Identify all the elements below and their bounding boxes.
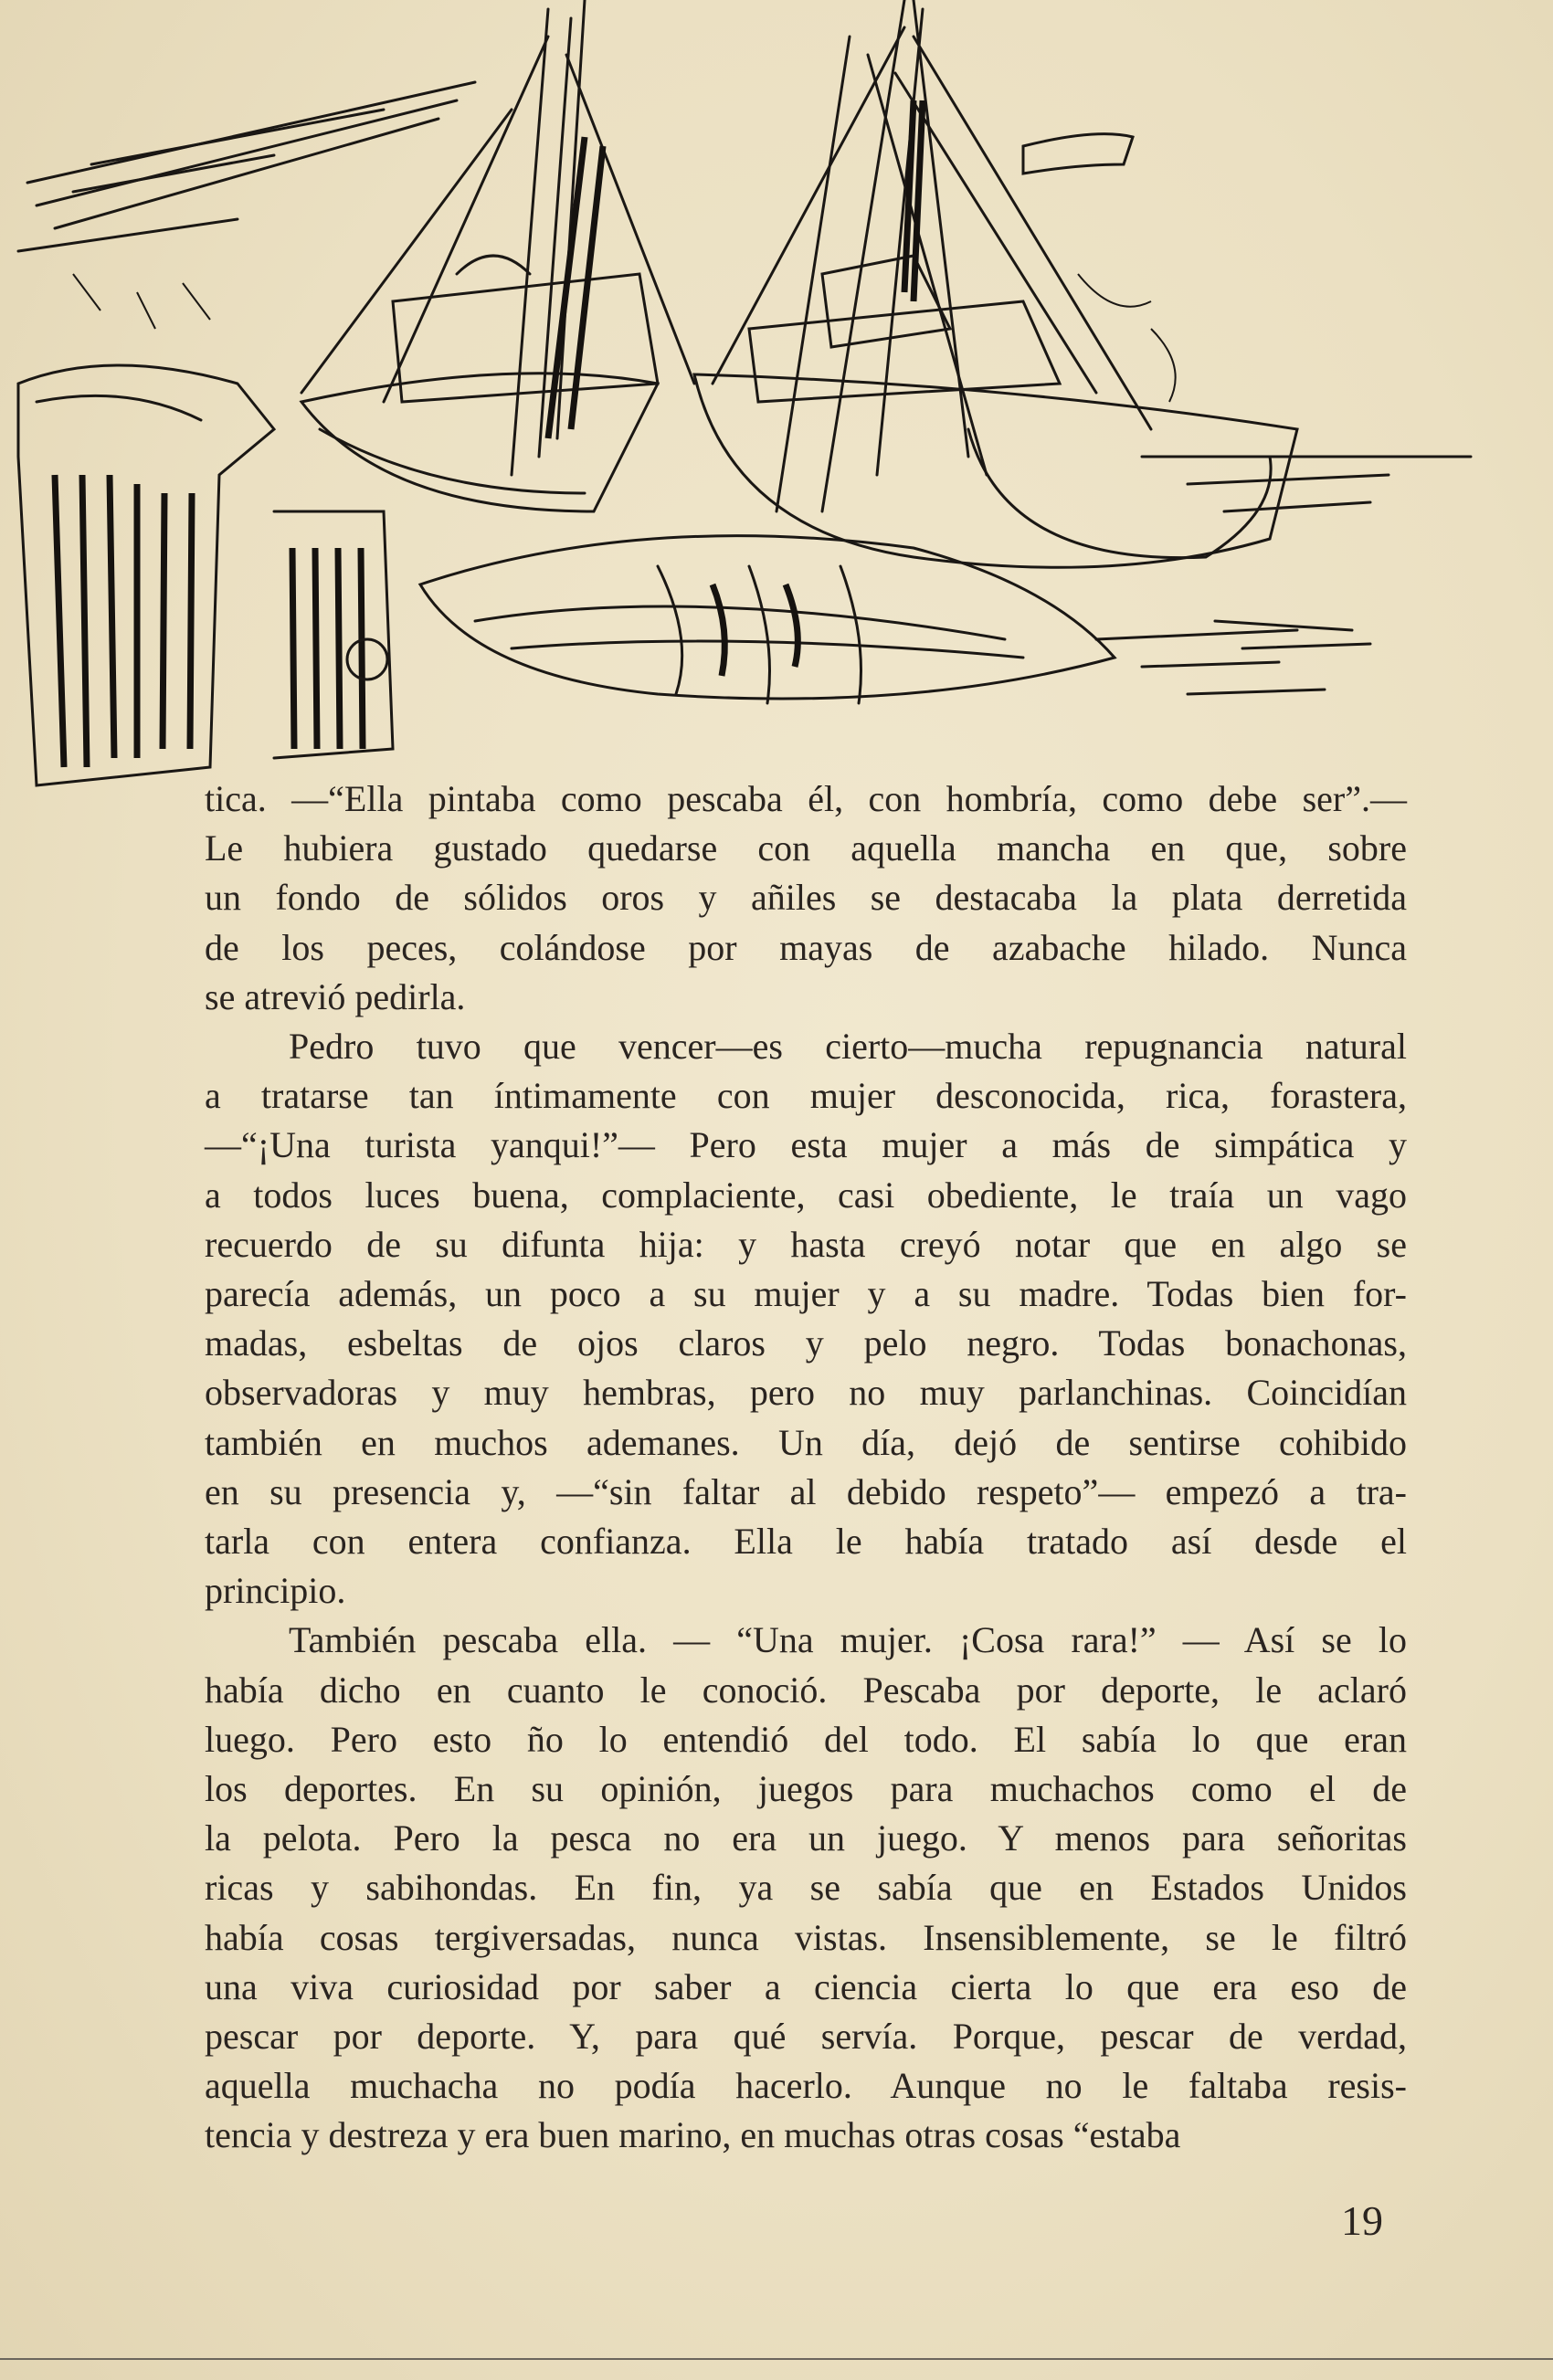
signature-mark — [347, 639, 387, 679]
text-line: a tratarse tan íntimamente con mujer desconocida, rica, forastera, — [205, 1075, 1407, 1117]
text-line: la pelota. Pero la pesca no era un juego. Y menos para señoritas — [205, 1817, 1407, 1859]
harbor-boats-illustration — [0, 0, 1480, 822]
scan-edge-line — [0, 2358, 1553, 2360]
text-line: tica. —“Ella pintaba como pescaba él, con hombría, como debe ser”.— — [205, 778, 1407, 819]
text-line: se atrevió pedirla. — [205, 975, 466, 1017]
text-line: También pescaba ella. — “Una mujer. ¡Cosa rara!” — Así se lo — [289, 1619, 1407, 1661]
text-line: —“¡Una turista yanqui!”— Pero esta mujer a más de simpática y — [205, 1124, 1407, 1166]
text-line: aquella muchacha no podía hacerlo. Aunque no le faltaba resis- — [205, 2065, 1407, 2107]
page-number: 19 — [1341, 2197, 1383, 2244]
text-line: había dicho en cuanto le conoció. Pescaba por deporte, le aclaró — [205, 1669, 1407, 1711]
text-line: recuerdo de su difunta hija: y hasta creyó notar que en algo se — [205, 1223, 1407, 1265]
text-line: de los peces, colándose por mayas de azabache hilado. Nunca — [205, 926, 1407, 968]
text-line: Le hubiera gustado quedarse con aquella mancha en que, sobre — [205, 827, 1407, 869]
text-line: principio. — [205, 1570, 346, 1612]
text-line: ricas y sabihondas. En fin, ya se sabía que en Estados Unidos — [205, 1867, 1407, 1909]
text-line: había cosas tergiversadas, nunca vistas. Insensiblemente, se le filtró — [205, 1916, 1407, 1958]
text-line: pescar por deporte. Y, para qué servía. Porque, pescar de verdad, — [205, 2016, 1407, 2058]
paragraph — [205, 774, 1407, 1022]
body-text — [205, 774, 1407, 2161]
text-line: un fondo de sólidos oros y añiles se destacaba la plata derretida — [205, 877, 1407, 919]
paragraph — [205, 1616, 1407, 2160]
text-line: observadoras y muy hembras, pero no muy parlanchinas. Coincidían — [205, 1372, 1407, 1414]
text-line: también en muchos ademanes. Un día, dejó de sentirse cohibido — [205, 1421, 1407, 1463]
text-line: en su presencia y, —“sin faltar al debido respeto”— empezó a tra- — [205, 1470, 1407, 1512]
text-line: Pedro tuvo que vencer—es cierto—mucha repugnancia natural — [289, 1026, 1407, 1068]
text-line: los deportes. En su opinión, juegos para muchachos como el de — [205, 1768, 1407, 1810]
paragraph — [205, 1022, 1407, 1616]
text-line: una viva curiosidad por saber a ciencia cierta lo que era eso de — [205, 1965, 1407, 2007]
text-line: tarla con entera confianza. Ella le había tratado así desde el — [205, 1521, 1407, 1563]
text-line: parecía además, un poco a su mujer y a su madre. Todas bien for- — [205, 1273, 1407, 1315]
text-line: luego. Pero esto ño lo entendió del todo. El sabía lo que eran — [205, 1718, 1407, 1760]
text-line: tencia y destreza y era buen marino, en muchas otras cosas “estaba — [205, 2114, 1181, 2156]
text-line: a todos luces buena, complaciente, casi obediente, le traía un vago — [205, 1174, 1407, 1216]
text-line: madas, esbeltas de ojos claros y pelo negro. Todas bonachonas, — [205, 1322, 1407, 1364]
